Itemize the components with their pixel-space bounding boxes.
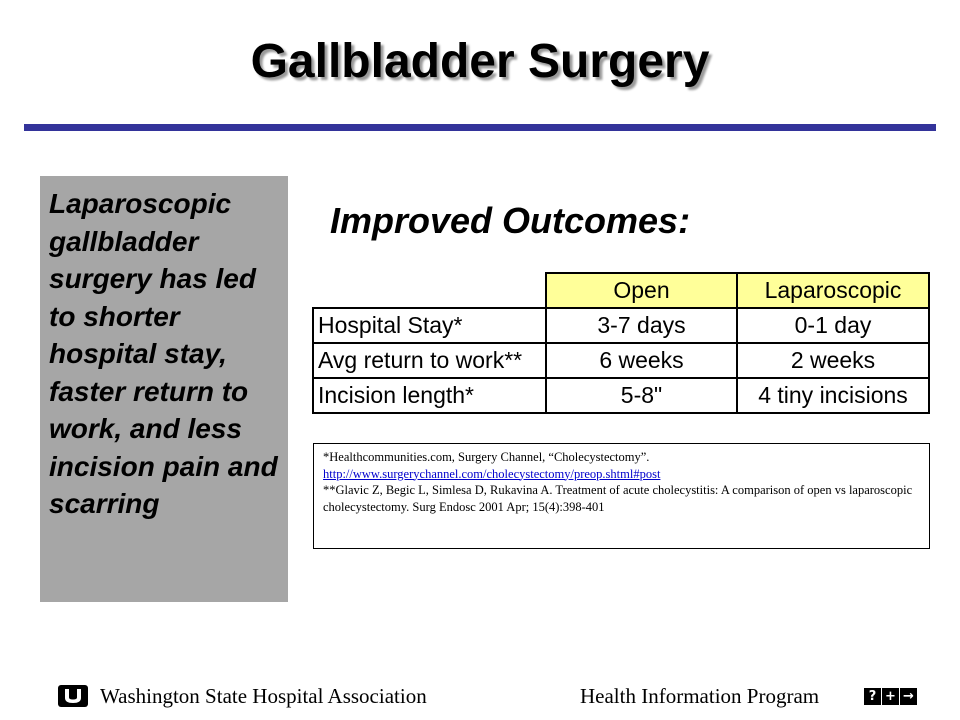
table-row xyxy=(313,343,929,378)
footer-program: Health Information Program xyxy=(580,684,820,708)
footer-organization: Washington State Hospital Association xyxy=(100,684,427,708)
cell-open: 5-8" xyxy=(546,378,737,413)
row-label: Avg return to work** xyxy=(313,343,546,378)
title-divider xyxy=(24,124,936,131)
reference-1-link[interactable]: http://www.surgerychannel.com/cholecystectomy/preop.shtml#post xyxy=(323,466,661,481)
table-header-row xyxy=(313,273,929,308)
table-header-empty xyxy=(313,273,546,308)
table-header-open: Open xyxy=(546,273,737,308)
slide-title: Gallbladder Surgery xyxy=(250,35,710,88)
table-row xyxy=(313,378,929,413)
help-button[interactable]: ? xyxy=(864,688,881,705)
reference-1: *Healthcommunities.com, Surgery Channel, “Cholecystectomy”. xyxy=(323,450,650,464)
cell-open: 6 weeks xyxy=(546,343,737,378)
outcomes-table xyxy=(312,272,930,414)
row-label: Hospital Stay* xyxy=(313,308,546,343)
cell-open: 3-7 days xyxy=(546,308,737,343)
subtitle: Improved Outcomes: xyxy=(330,200,691,241)
table-header-laparoscopic: Laparoscopic xyxy=(737,273,929,308)
plus-button[interactable]: + xyxy=(882,688,899,705)
table-row xyxy=(313,308,929,343)
row-label: Incision length* xyxy=(313,378,546,413)
cell-laparoscopic: 4 tiny incisions xyxy=(737,378,929,413)
sidebar-callout xyxy=(40,176,288,602)
next-arrow-button[interactable]: → xyxy=(900,688,917,705)
cell-laparoscopic: 0-1 day xyxy=(737,308,929,343)
reference-2: **Glavic Z, Begic L, Simlesa D, Rukavina A. Treatment of acute cholecystitis: A comparison of open vs laparoscopic cholecystectomy. Surg Endosc 2001 Apr; 15(4):398-401 xyxy=(323,483,913,514)
sidebar-text: Laparoscopic gallbladder surgery has led to shorter hospital stay, faster return to work, and less incision pain and scarring xyxy=(49,188,278,519)
cell-laparoscopic: 2 weeks xyxy=(737,343,929,378)
wsha-logo-icon xyxy=(58,685,88,707)
nav-controls xyxy=(864,688,917,705)
references-box xyxy=(313,443,930,549)
